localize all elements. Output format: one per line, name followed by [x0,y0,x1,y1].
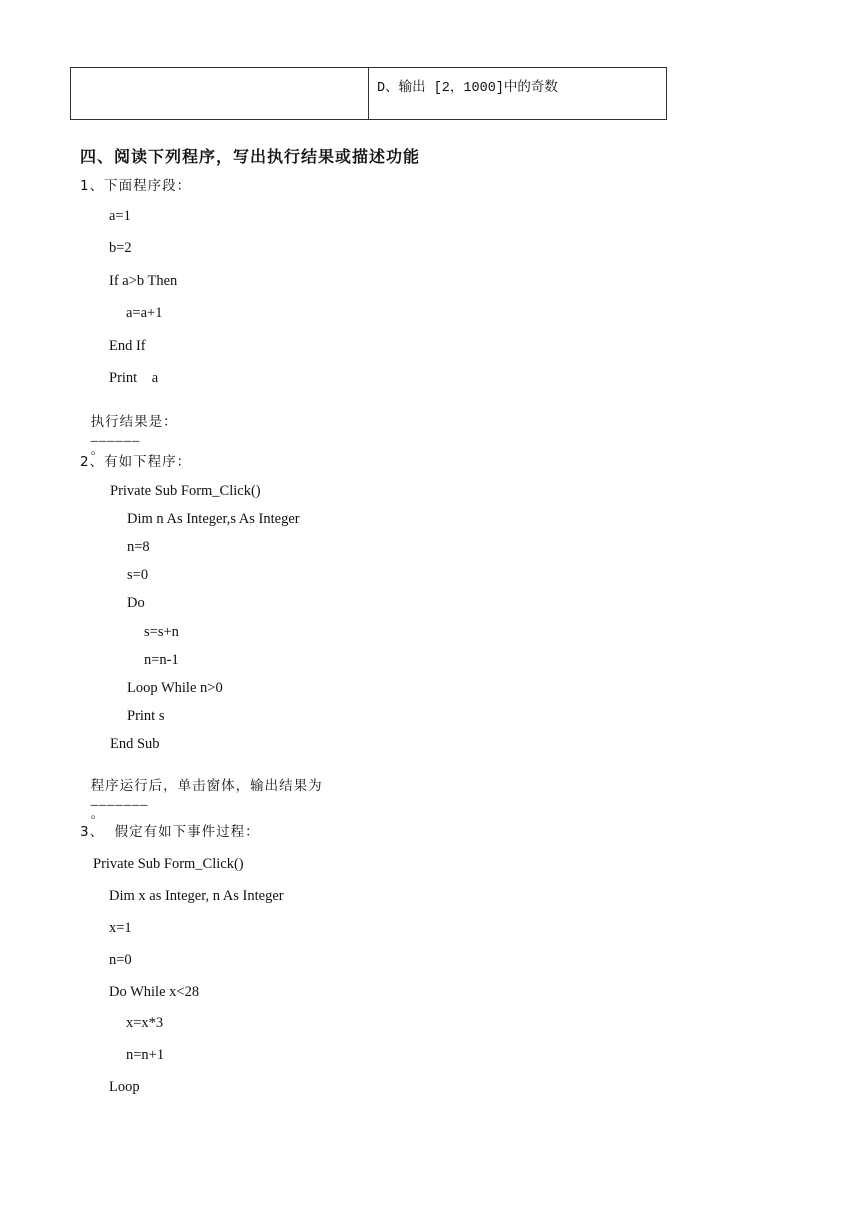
q1-code-line-3: If a>b Then [109,273,178,289]
answer-options-table [70,67,667,120]
q1-intro: 1、下面程序段： [80,178,192,194]
q1-answer-line [80,402,178,457]
q1-answer-blank: ______ [90,428,141,444]
q3-code-line-5: Do While x<28 [109,984,200,1000]
q1-code-line-6: Print a [109,370,159,386]
option-d-cell: D、输出 [2，1000]中的奇数 [377,81,558,96]
q1-answer-suffix: 。 [90,441,106,458]
q2-answer-prefix: 程序运行后，单击窗体，输出结果为 [90,777,323,794]
q1-code-line-4: a=a+1 [126,305,163,321]
q2-answer-suffix: 。 [90,805,106,822]
q2-code-line-9: Print s [127,708,165,724]
table-divider [368,68,369,119]
q2-answer-blank: _______ [90,792,149,808]
q3-code-line-4: n=0 [109,952,132,968]
q2-code-line-7: n=n-1 [144,652,179,668]
q1-code-line-5: End If [109,338,146,354]
q1-code-line-1: a=1 [109,208,131,224]
q1-code-line-2: b=2 [109,240,132,256]
q3-code-line-1: Private Sub Form_Click() [93,856,244,872]
q2-code-line-3: n=8 [127,539,150,555]
q2-code-line-2: Dim n As Integer,s As Integer [127,511,300,527]
q3-code-line-3: x=1 [109,920,132,936]
q3-code-line-7: n=n+1 [126,1047,165,1063]
q2-code-line-6: s=s+n [144,624,179,640]
q2-code-line-10: End Sub [110,736,160,752]
q2-code-line-4: s=0 [127,567,149,583]
q3-code-line-2: Dim x as Integer, n As Integer [109,888,284,904]
q3-code-line-8: Loop [109,1079,140,1095]
q3-code-line-6: x=x*3 [126,1015,164,1031]
q1-answer-prefix: 执行结果是： [90,413,178,430]
q2-answer-line [80,766,323,821]
q2-code-line-8: Loop While n>0 [127,680,223,696]
q2-intro: 2、有如下程序： [80,454,192,470]
q3-intro: 3、 假定有如下事件过程： [80,824,260,840]
q2-code-line-5: Do [127,595,145,611]
section-heading: 四、阅读下列程序，写出执行结果或描述功能 [80,147,421,166]
q2-code-line-1: Private Sub Form_Click() [110,483,261,499]
